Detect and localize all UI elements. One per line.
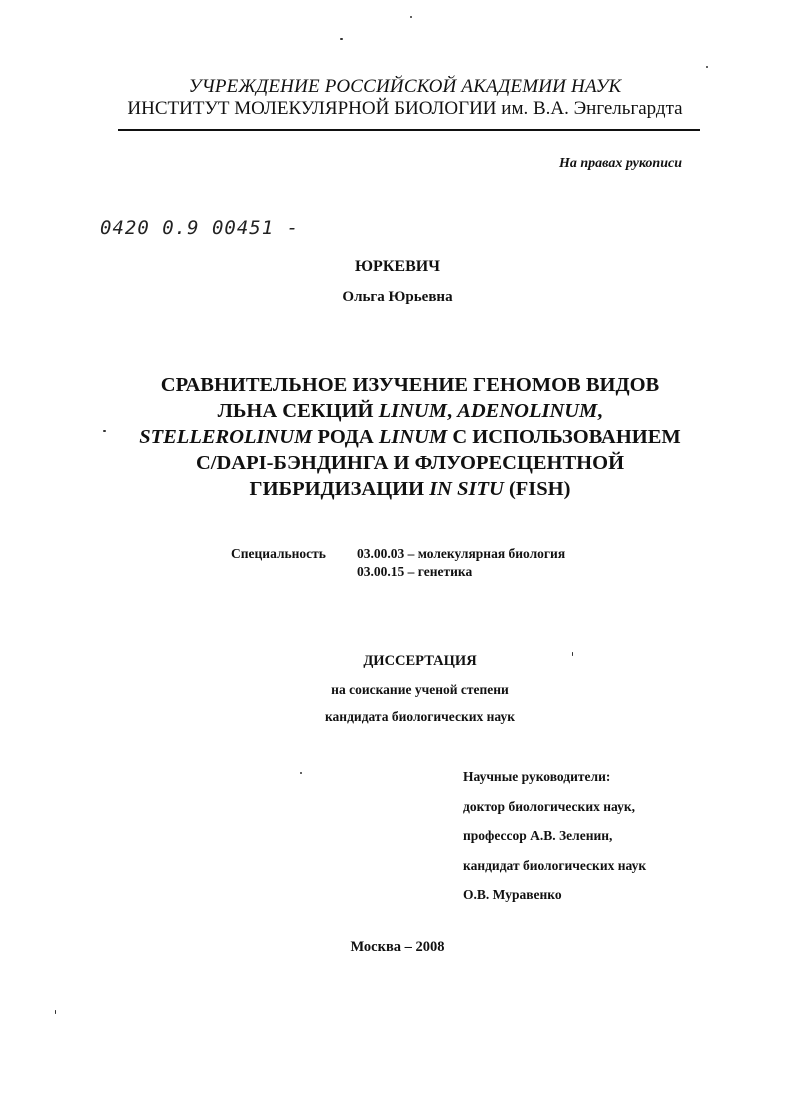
manuscript-note: На правах рукописи: [559, 156, 682, 171]
institution-line-institute: ИНСТИТУТ МОЛЕКУЛЯРНОЙ БИОЛОГИИ им. В.А. Энгельгардта: [127, 98, 683, 119]
title-text: (FISH): [503, 478, 571, 500]
place-year: Москва – 2008: [350, 939, 445, 955]
author-given-names: Ольга Юрьевна: [342, 289, 453, 305]
title-line-3: [90, 424, 730, 450]
specialty-label: Специальность: [231, 546, 326, 561]
author-surname: ЮРКЕВИЧ: [355, 258, 440, 275]
dissertation-heading: ДИССЕРТАЦИЯ: [363, 653, 477, 669]
title-latin-term: LINUM: [378, 400, 447, 422]
title-text: ,: [446, 400, 458, 422]
title-latin-term: ADENOLINUM: [457, 400, 598, 422]
title-latin-term: LINUM: [378, 426, 448, 448]
advisor-line: кандидат биологических наук: [463, 857, 647, 873]
specialty-name: – молекулярная биология: [404, 546, 566, 561]
archive-stamp: 0420 0.9 00451 -: [100, 217, 300, 239]
specialty-code: 03.00.15: [357, 564, 405, 579]
title-line-5: [90, 476, 730, 502]
specialty-code: 03.00.03: [357, 546, 405, 561]
title-text: ЛЬНА СЕКЦИЙ: [217, 400, 379, 422]
title-text: ,: [597, 400, 603, 422]
advisor-line: профессор А.В. Зеленин,: [463, 828, 613, 843]
specialty-block: [231, 545, 565, 581]
advisors-block: [463, 762, 646, 910]
institution-line-academy: УЧРЕЖДЕНИЕ РОССИЙСКОЙ АКАДЕМИИ НАУК: [188, 76, 622, 97]
title-latin-term: IN SITU: [429, 478, 504, 500]
title-latin-term: STELLEROLINUM: [139, 426, 313, 448]
advisor-line: доктор биологических наук,: [463, 798, 635, 814]
title-text: ГИБРИДИЗАЦИИ: [249, 478, 430, 500]
specialty-name: – генетика: [404, 564, 473, 579]
title-line-1: СРАВНИТЕЛЬНОЕ ИЗУЧЕНИЕ ГЕНОМОВ ВИДОВ: [160, 374, 660, 396]
scan-speck: [340, 38, 343, 40]
scan-speck: [410, 16, 412, 18]
title-line-2: [90, 398, 730, 424]
dissertation-title: [90, 372, 730, 502]
specialty-row: [231, 563, 565, 581]
scan-speck: [706, 66, 708, 68]
degree-line-1: на соискание ученой степени: [331, 682, 509, 697]
header-divider: [118, 129, 700, 131]
title-text: С ИСПОЛЬЗОВАНИЕМ: [447, 426, 681, 448]
specialty-row: [231, 545, 565, 563]
scan-speck: [300, 772, 302, 774]
advisor-line: О.В. Муравенко: [463, 887, 562, 902]
degree-line-2: кандидата биологических наук: [324, 709, 515, 724]
scan-speck: [55, 1010, 56, 1014]
title-text: РОДА: [312, 426, 379, 448]
advisors-heading: Научные руководители:: [463, 769, 611, 784]
title-line-4: C/DAPI-БЭНДИНГА И ФЛУОРЕСЦЕНТНОЙ: [195, 452, 625, 474]
